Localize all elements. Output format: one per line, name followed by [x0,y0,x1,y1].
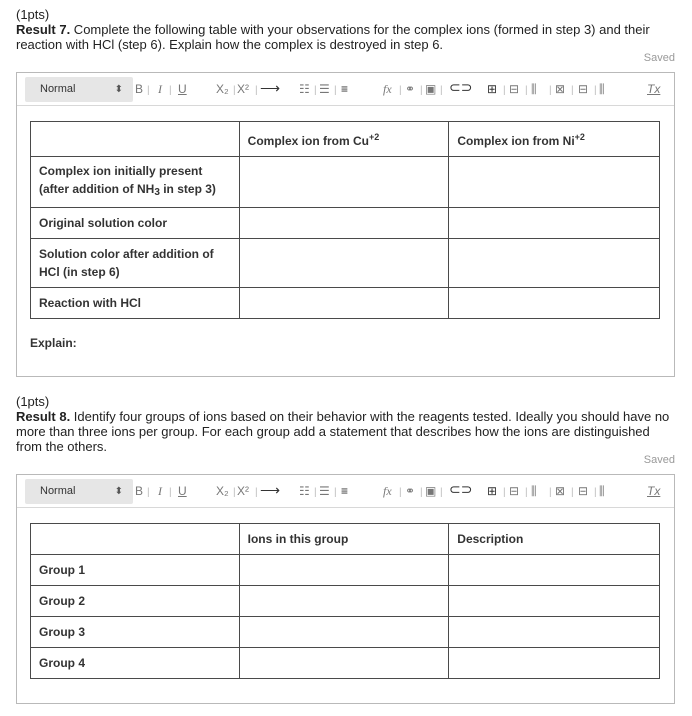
result7-prompt [16,22,676,52]
bold-button[interactable]: B [135,82,144,96]
header-cu-label: Complex ion from Cu [247,134,369,148]
table-cell[interactable] [449,239,660,288]
separator: | [169,487,172,498]
result8-table [30,523,660,679]
result8-toolbar [17,475,674,508]
table-cell[interactable] [449,555,660,586]
table-cell[interactable] [31,524,240,555]
subscript-button[interactable]: X₂ [216,484,229,498]
ordered-list-icon[interactable]: ☷ [299,82,310,96]
table-cell[interactable] [239,288,449,319]
delete-column-icon[interactable]: ⫼ [599,484,605,498]
result8-format-select[interactable] [25,479,133,504]
table-row [31,555,660,586]
table-cell[interactable] [239,555,449,586]
result8-question [16,394,676,454]
attachment-icon[interactable]: ⊂⊃ [449,79,473,95]
ordered-list-icon[interactable]: ☷ [299,484,310,498]
separator: | [399,487,402,498]
align-left-icon[interactable]: ≡ [341,82,349,96]
table-row [31,208,660,239]
attachment-icon[interactable]: ⊂⊃ [449,481,473,497]
ni-charge: +2 [574,132,585,142]
delete-column-icon[interactable]: ⫼ [599,82,605,96]
result7-format-value: Normal [40,83,76,95]
table-row [31,586,660,617]
explain-label[interactable]: Explain: [30,336,77,350]
row-label-group-4[interactable]: Group 4 [31,648,240,679]
header-cell-cu[interactable] [239,122,449,157]
table-row [31,157,660,208]
table-cell[interactable] [239,648,449,679]
clear-format-button[interactable]: Tx [647,484,661,498]
italic-button[interactable]: I [158,82,162,96]
separator: | [594,85,597,96]
separator: | [440,487,443,498]
result7-question [16,7,676,52]
row-label-line1: Solution color after addition of [39,247,214,261]
table-cell[interactable] [449,648,660,679]
result7-editor[interactable] [16,72,675,377]
image-icon[interactable]: ▣ [425,82,437,96]
separator: | [314,487,317,498]
separator: | [147,85,150,96]
insert-column-icon[interactable]: ⫼ [531,82,537,96]
result7-table [30,121,660,319]
separator: | [147,487,150,498]
separator: | [399,85,402,96]
result7-points: (1pts) [16,7,50,22]
separator: | [571,487,574,498]
table-row [31,288,660,319]
table-cell[interactable] [449,208,660,239]
header-ni-label: Complex ion from Ni [457,134,575,148]
insert-column-icon[interactable]: ⫼ [531,484,537,498]
separator: | [440,85,443,96]
separator: | [334,487,337,498]
underline-button[interactable]: U [178,484,187,498]
separator: | [594,487,597,498]
table-cell[interactable] [239,208,449,239]
separator: | [169,85,172,96]
underline-button[interactable]: U [178,82,187,96]
row-label-color-after-hcl[interactable] [31,239,240,288]
row-label-group-3[interactable]: Group 3 [31,617,240,648]
result8-prompt [16,409,676,454]
superscript-button[interactable]: X² [237,82,249,96]
row-label-line1: Complex ion initially present [39,164,203,178]
result8-label: Result 8. [16,409,71,424]
arrow-button[interactable]: ⟶ [260,80,281,96]
link-icon[interactable]: ⚭ [405,484,416,498]
header-cell-ni[interactable] [449,122,660,157]
separator: | [314,85,317,96]
header-cell-description[interactable]: Description [449,524,660,555]
header-cell-ions[interactable]: Ions in this group [239,524,449,555]
insert-row-icon[interactable]: ⊟ [509,484,520,498]
table-cell[interactable] [31,122,240,157]
updown-arrow-icon: ⬍ [114,486,123,497]
bold-button[interactable]: B [135,484,144,498]
result8-saved-status: Saved [643,454,675,466]
table-cell[interactable] [449,288,660,319]
insert-row-icon[interactable]: ⊟ [509,82,520,96]
row-label-group-2[interactable]: Group 2 [31,586,240,617]
separator: | [334,85,337,96]
table-row [31,648,660,679]
italic-button[interactable]: I [158,484,162,498]
table-cell[interactable] [239,157,449,208]
row-label-text: (after addition of NH [39,182,155,196]
separator: | [571,85,574,96]
separator: | [503,487,506,498]
separator: | [549,487,552,498]
table-row [31,617,660,648]
result8-points: (1pts) [16,394,50,409]
row-label-complex-ion[interactable] [31,157,240,208]
table-row [31,239,660,288]
result7-text: Complete the following table with your observations for the complex ions (formed in step 3) and their reaction with HCl (step 6). Explain how the complex is destroyed in step 6. [16,22,650,52]
link-icon[interactable]: ⚭ [405,82,416,96]
row-label-line2: HCl (in step 6) [39,265,120,279]
table-row [31,524,660,555]
separator: | [420,487,423,498]
separator: | [525,487,528,498]
separator: | [503,85,506,96]
image-icon[interactable]: ▣ [425,484,437,498]
clear-format-button[interactable]: Tx [647,82,661,96]
arrow-button[interactable]: ⟶ [260,482,281,498]
separator: | [525,85,528,96]
delete-table-icon[interactable]: ⊠ [555,82,566,96]
updown-arrow-icon: ⬍ [114,84,123,95]
row-label-group-1[interactable]: Group 1 [31,555,240,586]
formula-button[interactable]: fx [383,484,392,498]
row-label-text: in step 3) [159,182,216,196]
result8-format-value: Normal [40,485,76,497]
unordered-list-icon[interactable]: ☰ [319,82,330,96]
table-cell[interactable] [239,586,449,617]
delete-row-icon[interactable]: ⊟ [578,484,589,498]
result7-label: Result 7. [16,22,71,37]
superscript-button[interactable]: X² [237,484,249,498]
delete-table-icon[interactable]: ⊠ [555,484,566,498]
formula-button[interactable]: fx [383,82,392,96]
table-cell[interactable] [449,586,660,617]
result7-toolbar [17,73,674,106]
cu-charge: +2 [369,132,380,142]
table-row [31,122,660,157]
result7-format-select[interactable] [25,77,133,102]
separator: | [255,85,258,96]
nh3-subscript: 3 [154,187,160,198]
table-cell[interactable] [449,157,660,208]
delete-row-icon[interactable]: ⊟ [578,82,589,96]
table-icon[interactable]: ⊞ [487,82,498,96]
unordered-list-icon[interactable]: ☰ [319,484,330,498]
separator: | [420,85,423,96]
result8-text: Identify four groups of ions based on their behavior with the reagents tested. Ideally you should have no more than three ions per group. For each group add a statement that describes how the ions are distinguished from the others. [16,409,670,454]
row-label-original-color[interactable]: Original solution color [31,208,240,239]
separator: | [233,487,236,498]
separator: | [233,85,236,96]
table-icon[interactable]: ⊞ [487,484,498,498]
row-label-line2 [39,180,231,202]
table-cell[interactable] [449,617,660,648]
result8-editor[interactable] [16,474,675,704]
separator: | [549,85,552,96]
align-left-icon[interactable]: ≡ [341,484,349,498]
table-cell[interactable] [239,239,449,288]
result7-saved-status: Saved [643,52,675,64]
separator: | [255,487,258,498]
row-label-reaction-hcl[interactable]: Reaction with HCl [31,288,240,319]
subscript-button[interactable]: X₂ [216,82,229,96]
table-cell[interactable] [239,617,449,648]
